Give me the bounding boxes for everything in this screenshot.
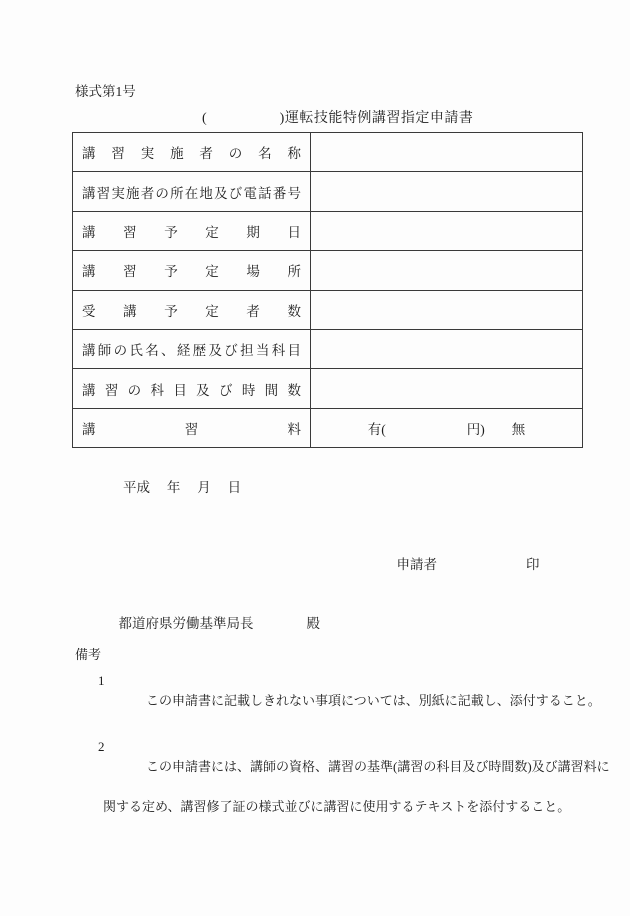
notes-heading: 備考 (75, 647, 102, 662)
seal-label: 印 (526, 557, 540, 572)
field-label-scheduled-place: 講習予定場所 (73, 251, 311, 290)
field-label-expected-attendees: 受講予定者数 (73, 290, 311, 329)
addressee-label: 都道府県労働基準局長 (118, 616, 254, 631)
note-text: この申請書には、講師の資格、講習の基準(講習の科目及び時間数)及び講習料に (146, 759, 610, 774)
note-number: 1 (98, 673, 105, 688)
notes-section (75, 645, 610, 817)
document-title: ( )運転技能特例講習指定申請書 (202, 111, 474, 126)
field-label-subjects-hours: 講習の科目及び時間数 (73, 369, 311, 408)
addressee-line (105, 600, 320, 648)
field-label-fee: 講習料 (73, 408, 311, 447)
table-row-address-phone (73, 172, 583, 211)
application-form-table (72, 132, 583, 448)
field-value-address-phone (311, 172, 583, 211)
addressee-honorific: 殿 (306, 616, 320, 631)
field-label-provider-name: 講習実施者の名称 (73, 133, 311, 172)
date-line: 平成 年 月 日 (123, 480, 242, 495)
table-row-subjects-hours (73, 369, 583, 408)
table-row-scheduled-place (73, 251, 583, 290)
table-row-expected-attendees (73, 290, 583, 329)
applicant-label: 申請者 (396, 557, 437, 572)
table-row-instructor-info (73, 329, 583, 368)
applicant-line (383, 541, 540, 589)
field-value-fee: 有( 円) 無 (311, 408, 583, 447)
table-row-scheduled-date (73, 211, 583, 250)
field-value-scheduled-date (311, 211, 583, 250)
form-number: 様式第1号 (75, 84, 136, 99)
field-label-scheduled-date: 講習予定期日 (73, 211, 311, 250)
table-row-provider-name (73, 133, 583, 172)
field-value-scheduled-place (311, 251, 583, 290)
table-row-fee (73, 408, 583, 447)
note-item-1 (75, 671, 601, 731)
note-text: この申請書に記載しきれない事項については、別紙に記載し、添付すること。 (146, 693, 601, 708)
field-value-subjects-hours (311, 369, 583, 408)
note-number: 2 (98, 739, 105, 754)
field-value-instructor-info (311, 329, 583, 368)
field-value-provider-name (311, 133, 583, 172)
note-text-continuation: 関する定め、講習修了証の様式並びに講習に使用するテキストを添付すること。 (103, 799, 571, 814)
field-label-instructor-info: 講師の氏名、経歴及び担当科目 (73, 329, 311, 368)
field-value-expected-attendees (311, 290, 583, 329)
field-label-address-phone: 講習実施者の所在地及び電話番号 (73, 172, 311, 211)
note-item-2 (75, 737, 610, 817)
